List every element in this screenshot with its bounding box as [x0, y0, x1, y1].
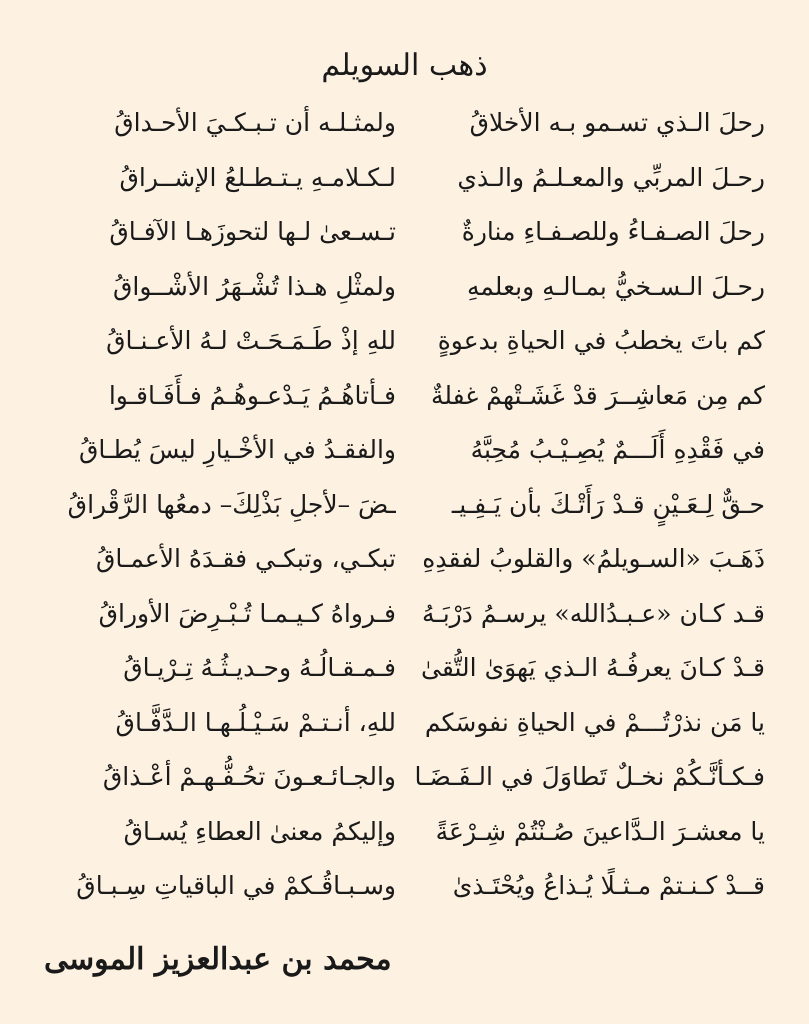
verse-first-hemistich: رحـلَ الـسـخيُّ بمـالـهِ وبعلمهِ [466, 271, 765, 301]
verse-row [0, 314, 809, 368]
verse-second-hemistich: فـأتاهُـمُ يَـدْعـوهُـمُ فـأَفَـاقـوا [108, 380, 396, 410]
verse-first-hemistich: ذَهَـبَ «السـويلمُ» والقلوبُ لفقدِهِ [422, 544, 765, 573]
verse-second-hemistich: تـسـعىٰ لـها لتحوزَهـا الآفـاقُ [109, 217, 396, 246]
verse-row [0, 641, 809, 695]
verse-row [0, 750, 809, 804]
verse-first-hemistich: قـد كـان «عـبـدُالله» يرسـمُ دَرْبَـهُ [421, 598, 765, 628]
verse-second-hemistich: للهِ، أنـتـمْ سَـيْـلُـهـا الـدَّفَّـاقُ [115, 707, 396, 737]
verse-second-hemistich: والجـائـعـونَ تحُـفُّـهـمْ أعْـذاقُ [102, 762, 396, 791]
verse-first-hemistich: قــدْ كـنـتمْ مـثـلًا يُـذاعُ ويُحْتَـذىٰ [452, 871, 765, 900]
verse-second-hemistich: للهِ إذْ طَـمَـحَـتْ لـهُ الأعـنـاقُ [106, 326, 396, 355]
verse-first-hemistich: قـدْ كـانَ يعرفُـهُ الـذي يَهوَىٰ التُّقىٰ [421, 653, 765, 682]
verse-second-hemistich: ولمثْلِ هـذا تُشْـهَرُ الأشْــواقُ [113, 271, 396, 301]
verse-row [0, 96, 809, 150]
verse-second-hemistich: ولمثـلـه أن تـبـكـيَ الأحـداقُ [114, 108, 396, 137]
verse-second-hemistich: وسـبـاقُـكمْ في الباقياتِ سِـبـاقُ [76, 871, 396, 900]
verse-first-hemistich: حـقٌّ لِـعَـيْنٍ قـدْ رَأَتْـكَ بأن يَـفِـيـ [451, 489, 765, 519]
verse-row [0, 205, 809, 259]
verse-second-hemistich: فـرواهُ كـيـمـا تُـبْـرِضَ الأوراقُ [98, 598, 396, 628]
verse-row [0, 587, 809, 641]
verse-first-hemistich: رحلَ الـذي تسـمو بـه الأخلاقُ [469, 108, 765, 137]
poem-author: محمد بن عبدالعزيز الموسى [44, 942, 392, 977]
verse-first-hemistich: يا معشـرَ الـدَّاعينَ صُـنْتُمْ شِـرْعَةً [435, 816, 765, 846]
verse-row [0, 478, 809, 532]
verse-second-hemistich: ـضَ –لأجلِ بَذْلِكَ– دمعُها الرَّقْراقُ [67, 489, 396, 519]
verse-second-hemistich: لـكـلامـهِ يـتـطـلعُ الإشــراقُ [119, 162, 396, 192]
verse-row [0, 423, 809, 477]
verse-second-hemistich: تبكـي، وتبكـي فقـدَهُ الأعمـاقُ [96, 544, 396, 573]
verse-first-hemistich: رحلَ الصـفـاءُ وللصـفـاءِ منارةٌ [461, 217, 765, 246]
verse-row [0, 369, 809, 423]
poem-title: ذهب السويلم [321, 48, 488, 83]
verse-second-hemistich: وإليكمُ معنىٰ العطاءِ يُسـاقُ [123, 816, 396, 846]
verse-first-hemistich: يا مَن نذرْتُـــمْ في الحياةِ نفوسَكم [424, 707, 765, 737]
verse-row [0, 859, 809, 913]
verse-second-hemistich: فـمـقـالُـهُ وحـديـثُـهُ تِـرْيـاقُ [123, 653, 396, 682]
verse-row [0, 151, 809, 205]
verse-first-hemistich: كم باتَ يخطبُ في الحياةِ بدعوةٍ [437, 326, 765, 355]
verse-first-hemistich: كم مِن مَعاشِــرَ قدْ غَشَـتْهمْ غفلةٌ [430, 380, 765, 410]
verse-second-hemistich: والفقـدُ في الأخْـيارِ ليسَ يُطـاقُ [78, 435, 396, 464]
verse-first-hemistich: رحـلَ المربِّي والمعـلـمُ والـذي [457, 162, 765, 192]
verse-first-hemistich: في فَقْدِهِ أَلَـــمٌ يُصِـيْـبُ مُحِبَّهُ [470, 435, 765, 464]
verse-row [0, 805, 809, 859]
verse-first-hemistich: فـكـأنَّـكُمْ نخـلٌ تَطاوَلَ في الـفَـضَـا [415, 762, 765, 791]
verse-row [0, 260, 809, 314]
verse-row [0, 696, 809, 750]
verse-row [0, 532, 809, 586]
